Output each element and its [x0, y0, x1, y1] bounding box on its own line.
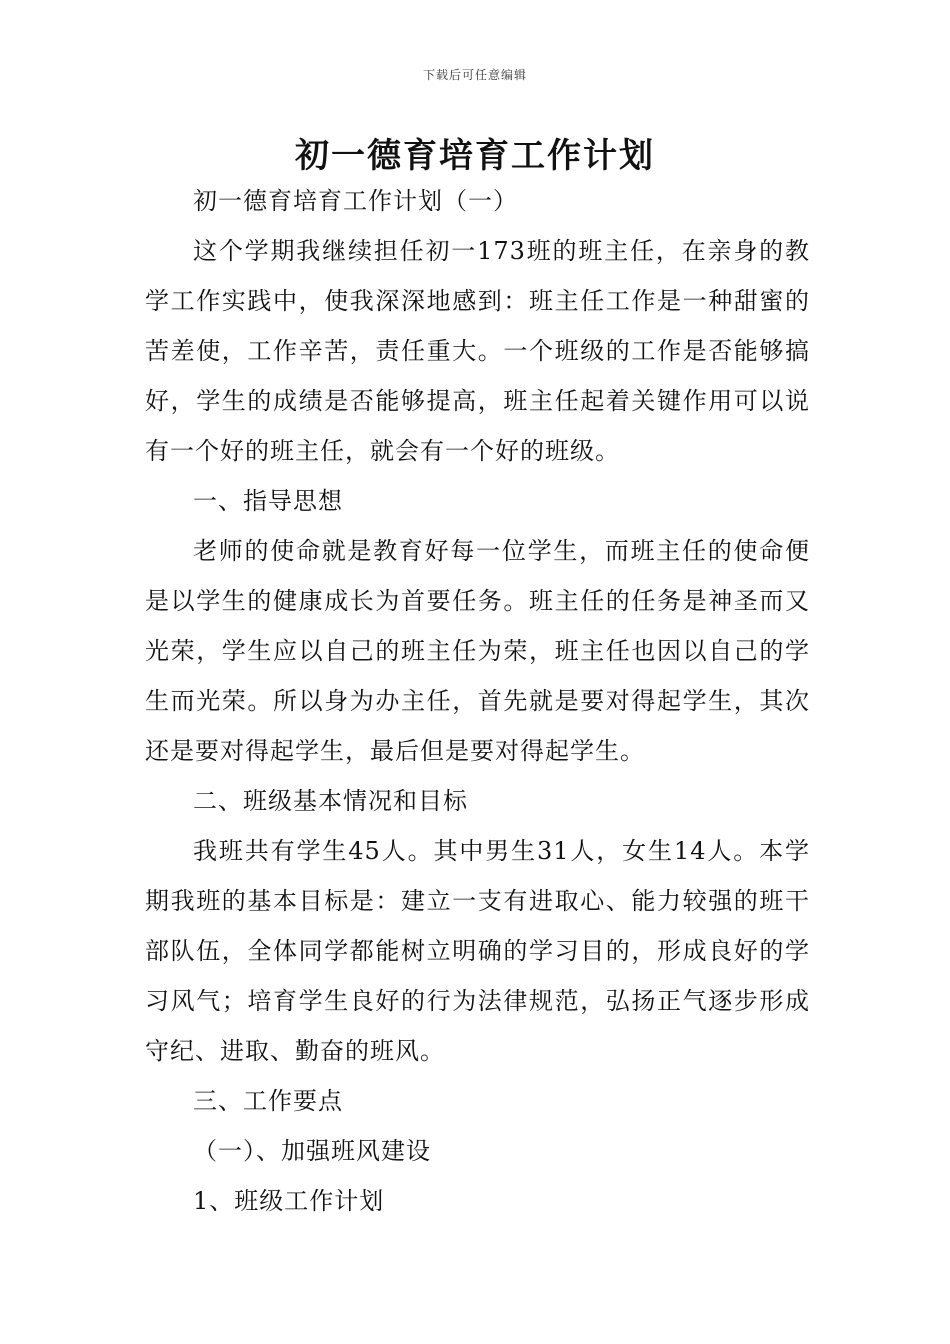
- guiding-thought-paragraph: 老师的使命就是教育好每一位学生，而班主任的使命便是以学生的健康成长为首要任务。班主任的任务是神圣而又光荣，学生应以自己的班主任为荣，班主任也因以自己的学生而光荣。所以身为办主任，首先就是要对得起学生，其次还是要对得起学生，最后但是要对得起学生。: [145, 537, 810, 765]
- section-heading-work-points: 三、工作要点: [193, 1087, 343, 1115]
- header-note: 下载后可任意编辑: [422, 68, 527, 82]
- intro-paragraph: 这个学期我继续担任初一173班的班主任，在亲身的教学工作实践中，使我深深地感到：班主任工作是一种甜蜜的苦差使，工作辛苦，责任重大。一个班级的工作是否能够搞好，学生的成绩是否能够提高，班主任起着关键作用可以说有一个好的班主任，就会有一个好的班级。: [145, 237, 810, 465]
- subsection-heading-class-spirit: （一）、加强班风建设: [193, 1137, 431, 1165]
- class-situation-paragraph: 我班共有学生45人。其中男生31人，女生14人。本学期我班的基本目标是：建立一支有进取心、能力较强的班干部队伍，全体同学都能树立明确的学习目的，形成良好的学习风气；培育学生良好的行为法律规范，弘扬正气逐步形成守纪、进取、勤奋的班风。: [145, 837, 810, 1065]
- section-heading-class-situation: 二、班级基本情况和目标: [193, 787, 468, 815]
- section-heading-guiding-thought: 一、指导思想: [193, 487, 343, 515]
- item-heading-class-work-plan: 1、班级工作计划: [193, 1187, 385, 1215]
- document-subtitle: 初一德育培育工作计划（一）: [193, 187, 518, 215]
- document-title: 初一德育培育工作计划: [295, 136, 655, 176]
- document-body: [145, 176, 810, 1226]
